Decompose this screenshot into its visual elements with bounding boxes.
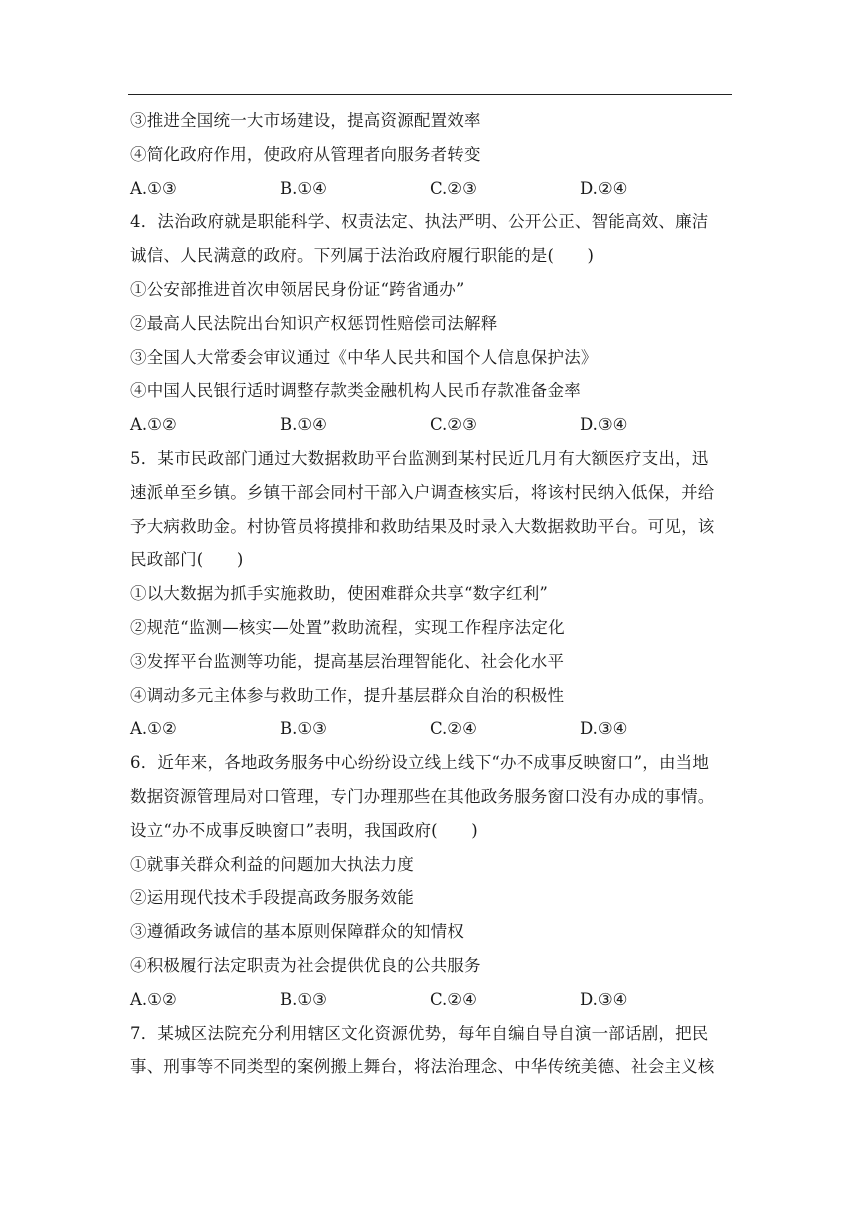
option-line: ①就事关群众利益的问题加大执法力度 — [130, 854, 414, 874]
choice-b[interactable]: B.①④ — [280, 178, 327, 198]
question-stem-line: 诚信、人民满意的政府。下列属于法治政府履行职能的是( ) — [130, 246, 595, 266]
option-line: ③全国人大常委会审议通过《中华人民共和国个人信息保护法》 — [130, 347, 598, 367]
choice-b[interactable]: B.①④ — [280, 415, 327, 435]
question-5 — [130, 442, 734, 746]
choice-d[interactable]: D.②④ — [580, 178, 628, 198]
answer-choices — [130, 408, 734, 442]
question-4 — [130, 205, 734, 442]
question-stem-line: 7．某城区法院充分利用辖区文化资源优势，每年自编自导自演一部话剧，把民 — [130, 1023, 709, 1043]
choice-c[interactable]: C.②④ — [430, 989, 477, 1009]
option-line: ④简化政府作用，使政府从管理者向服务者转变 — [130, 144, 481, 164]
choice-a[interactable]: A.①② — [130, 415, 177, 435]
option-line: ④中国人民银行适时调整存款类金融机构人民币存款准备金率 — [130, 381, 581, 401]
question-7 — [130, 1017, 734, 1085]
option-line: ④调动多元主体参与救助工作，提升基层群众自治的积极性 — [130, 685, 565, 705]
option-line: ①以大数据为抓手实施救助，使困难群众共享“数字红利” — [130, 584, 549, 604]
option-line: ③发挥平台监测等功能，提高基层治理智能化、社会化水平 — [130, 651, 565, 671]
option-line: ②最高人民法院出台知识产权惩罚性赔偿司法解释 — [130, 313, 498, 333]
question-stem-line: 民政部门( ) — [130, 550, 244, 570]
choice-c[interactable]: C.②③ — [430, 415, 477, 435]
question-stem-line: 事、刑事等不同类型的案例搬上舞台，将法治理念、中华传统美德、社会主义核 — [130, 1057, 715, 1077]
choice-a[interactable]: A.①② — [130, 989, 177, 1009]
choice-b[interactable]: B.①③ — [280, 719, 327, 739]
question-stem-line: 6．近年来，各地政务服务中心纷纷设立线上线下“办不成事反映窗口”，由当地 — [130, 753, 710, 773]
question-stem-line: 予大病救助金。村协管员将摸排和救助结果及时录入大数据救助平台。可见，该 — [130, 516, 715, 536]
question-stem-line: 4．法治政府就是职能科学、权责法定、执法严明、公开公正、智能高效、廉洁 — [130, 212, 709, 232]
option-line: ②规范“监测—核实—处置”救助流程，实现工作程序法定化 — [130, 617, 565, 637]
exam-page — [130, 104, 734, 1084]
question-stem-line: 速派单至乡镇。乡镇干部会同村干部入户调查核实后，将该村民纳入低保，并给 — [130, 482, 715, 502]
option-line: ③遵循政务诚信的基本原则保障群众的知情权 — [130, 922, 464, 942]
question-3-tail — [130, 104, 734, 205]
question-6 — [130, 746, 734, 1016]
choice-a[interactable]: A.①② — [130, 719, 177, 739]
option-line: ①公安部推进首次申领居民身份证“跨省通办” — [130, 279, 465, 299]
answer-choices — [130, 172, 734, 206]
question-stem-line: 数据资源管理局对口管理，专门办理那些在其他政务服务窗口没有办成的事情。 — [130, 786, 715, 806]
choice-d[interactable]: D.③④ — [580, 719, 628, 739]
question-stem-line: 5．某市民政部门通过大数据救助平台监测到某村民近几月有大额医疗支出，迅 — [130, 448, 709, 468]
choice-d[interactable]: D.③④ — [580, 989, 628, 1009]
choice-b[interactable]: B.①③ — [280, 989, 327, 1009]
choice-c[interactable]: C.②④ — [430, 719, 477, 739]
choice-c[interactable]: C.②③ — [430, 178, 477, 198]
choice-d[interactable]: D.③④ — [580, 415, 628, 435]
header-rule — [128, 94, 732, 95]
answer-choices — [130, 983, 734, 1017]
option-line: ④积极履行法定职责为社会提供优良的公共服务 — [130, 955, 481, 975]
option-line: ③推进全国统一大市场建设，提高资源配置效率 — [130, 111, 481, 130]
choice-a[interactable]: A.①③ — [130, 178, 177, 198]
question-stem-line: 设立“办不成事反映窗口”表明，我国政府( ) — [130, 820, 478, 840]
option-line: ②运用现代技术手段提高政务服务效能 — [130, 888, 414, 908]
answer-choices — [130, 712, 734, 746]
